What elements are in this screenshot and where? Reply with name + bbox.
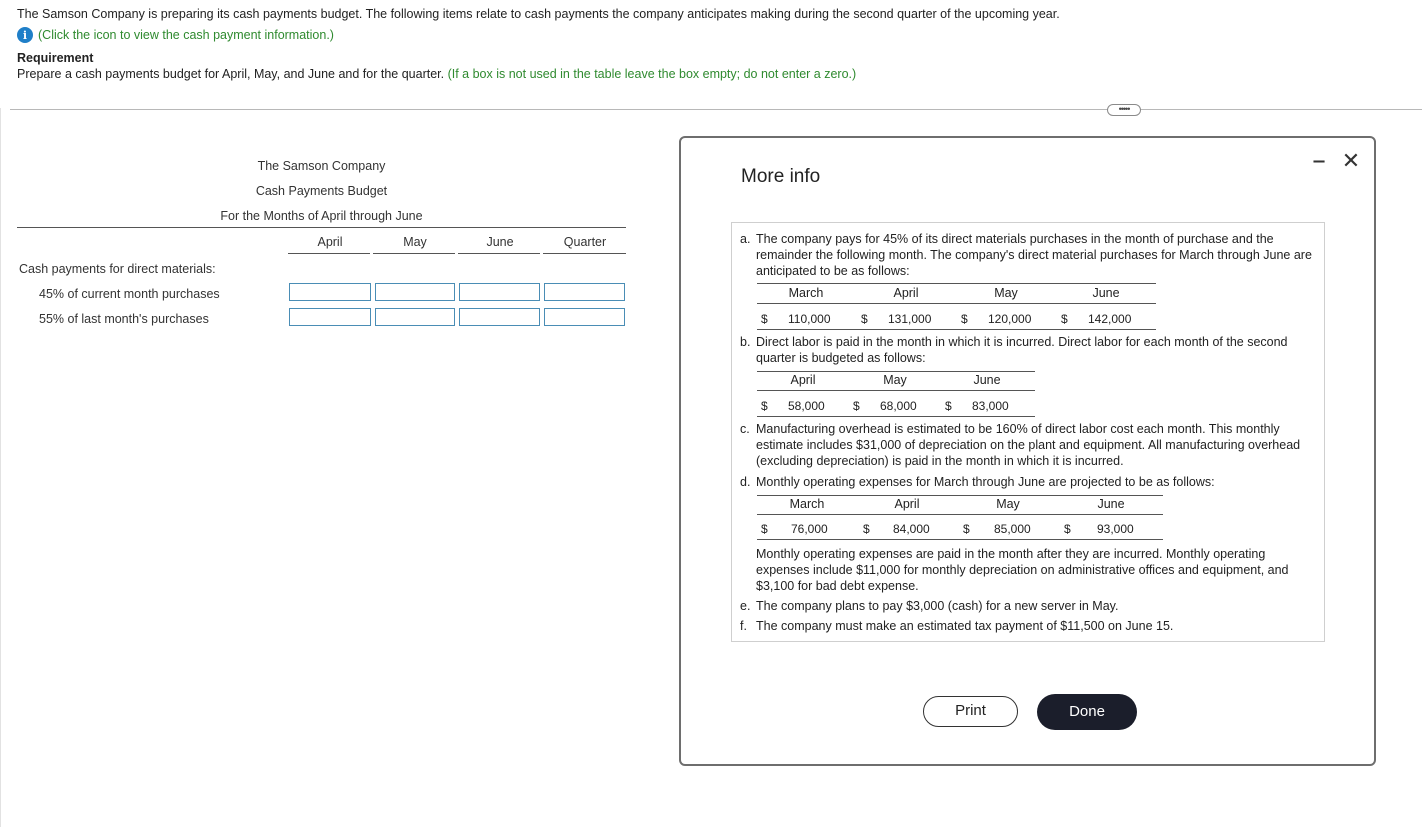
b-table-header-rule <box>757 390 1035 391</box>
expand-ellipsis-button[interactable]: ••••• <box>1107 104 1141 116</box>
item-f-text: The company must make an estimated tax payment of $11,500 on June 15. <box>756 619 1174 633</box>
input-last-april[interactable] <box>289 308 371 326</box>
budget-company: The Samson Company <box>257 159 386 173</box>
close-icon[interactable]: ✕ <box>1341 148 1361 173</box>
a-table-top-rule <box>757 283 1156 284</box>
left-border <box>0 108 1 827</box>
col-rule-may <box>373 253 455 254</box>
item-a-letter: a. <box>740 232 751 246</box>
a-currency-may: $ <box>961 312 968 326</box>
d-value-april: 84,000 <box>893 522 930 536</box>
col-rule-quarter <box>543 253 626 254</box>
d-header-may: May <box>996 497 1020 511</box>
info-link-text[interactable]: (Click the icon to view the cash payment information.) <box>38 28 334 42</box>
input-last-may[interactable] <box>375 308 455 326</box>
item-b-letter: b. <box>740 335 751 349</box>
b-table-bottom-rule <box>757 416 1035 417</box>
a-value-may: 120,000 <box>988 312 1032 326</box>
item-d-letter: d. <box>740 475 751 489</box>
b-table-top-rule <box>757 371 1035 372</box>
row-label-last-month: 55% of last month's purchases <box>39 312 209 326</box>
item-c-text: Manufacturing overhead is estimated to be 160% of direct labor cost each month. This monthly estimate includes $31,000 of depreciation on the plant and equipment. All manufacturing overhead (excluding depreciation) is paid in the month in which it is incurred. <box>756 422 1301 468</box>
minimize-icon[interactable]: ‒ <box>1313 150 1325 172</box>
a-header-april: April <box>893 286 919 300</box>
a-value-june: 142,000 <box>1088 312 1132 326</box>
row-label-current-month: 45% of current month purchases <box>39 287 220 301</box>
d-table-bottom-rule <box>757 539 1163 540</box>
item-f-letter: f. <box>740 619 747 633</box>
requirement-hint: (If a box is not used in the table leave the box empty; do not enter a zero.) <box>447 67 857 81</box>
b-currency-may: $ <box>853 399 860 413</box>
a-header-june: June <box>1092 286 1120 300</box>
dialog-title: More info <box>741 166 821 187</box>
input-current-june[interactable] <box>459 283 540 301</box>
b-value-may: 68,000 <box>880 399 917 413</box>
section-divider <box>10 109 1422 110</box>
d-header-march: March <box>789 497 825 511</box>
info-link[interactable] <box>17 27 334 43</box>
b-header-june: June <box>973 373 1001 387</box>
a-value-march: 110,000 <box>788 312 831 326</box>
a-currency-june: $ <box>1061 312 1068 326</box>
input-last-quarter[interactable] <box>544 308 625 326</box>
b-currency-april: $ <box>761 399 768 413</box>
a-value-april: 131,000 <box>888 312 932 326</box>
d-header-april: April <box>894 497 920 511</box>
col-rule-april <box>288 253 370 254</box>
item-d-text: Monthly operating expenses for March through June are projected to be as follows: <box>756 475 1215 489</box>
input-last-june[interactable] <box>459 308 540 326</box>
d-table-top-rule <box>757 495 1163 496</box>
requirement-text <box>17 67 856 81</box>
print-button[interactable]: Print <box>923 696 1018 727</box>
input-current-april[interactable] <box>289 283 371 301</box>
requirement-title: Requirement <box>17 51 94 65</box>
item-e-letter: e. <box>740 599 751 613</box>
b-header-april: April <box>790 373 816 387</box>
col-rule-june <box>458 253 540 254</box>
intro-text: The Samson Company is preparing its cash payments budget. The following items relate to cash payments the company anticipates making during the second quarter of the upcoming year. <box>17 7 1060 21</box>
d-currency-april: $ <box>863 522 870 536</box>
done-button[interactable]: Done <box>1037 694 1137 730</box>
b-value-april: 58,000 <box>788 399 825 413</box>
item-a-text: The company pays for 45% of its direct materials purchases in the month of purchase and the remainder the following month. The company's direct material purchases for March through June are anticipated to be as follows: <box>756 232 1312 278</box>
col-header-quarter: Quarter <box>563 235 607 249</box>
item-c-letter: c. <box>740 422 750 436</box>
d-value-march: 76,000 <box>791 522 828 536</box>
input-current-quarter[interactable] <box>544 283 625 301</box>
a-currency-april: $ <box>861 312 868 326</box>
col-header-may: May <box>403 235 427 249</box>
d-header-june: June <box>1097 497 1125 511</box>
item-e-text: The company plans to pay $3,000 (cash) for a new server in May. <box>756 599 1119 613</box>
section-label-direct-materials: Cash payments for direct materials: <box>19 262 216 276</box>
requirement-body: Prepare a cash payments budget for April, May, and June and for the quarter. <box>17 67 445 81</box>
b-header-may: May <box>883 373 907 387</box>
b-value-june: 83,000 <box>972 399 1009 413</box>
item-b-text: Direct labor is paid in the month in which it is incurred. Direct labor for each month of the second quarter is budgeted as follows: <box>756 335 1288 365</box>
a-table-header-rule <box>757 303 1156 304</box>
a-header-may: May <box>994 286 1018 300</box>
input-current-may[interactable] <box>375 283 455 301</box>
b-currency-june: $ <box>945 399 952 413</box>
col-header-april: April <box>317 235 343 249</box>
budget-top-rule <box>17 227 626 228</box>
d-currency-may: $ <box>963 522 970 536</box>
d-currency-march: $ <box>761 522 768 536</box>
item-d-note: Monthly operating expenses are paid in the month after they are incurred. Monthly operating expenses include $11,000 for monthly depreciation on administrative offices and equipment, and $3,100 for bad debt expense. <box>756 547 1289 593</box>
d-value-may: 85,000 <box>994 522 1031 536</box>
budget-period: For the Months of April through June <box>220 209 423 223</box>
d-table-header-rule <box>757 514 1163 515</box>
budget-title: Cash Payments Budget <box>255 184 388 198</box>
a-header-march: March <box>788 286 824 300</box>
col-header-june: June <box>486 235 514 249</box>
d-currency-june: $ <box>1064 522 1071 536</box>
info-icon[interactable]: i <box>17 27 33 43</box>
a-table-bottom-rule <box>757 329 1156 330</box>
a-currency-march: $ <box>761 312 768 326</box>
d-value-june: 93,000 <box>1097 522 1134 536</box>
